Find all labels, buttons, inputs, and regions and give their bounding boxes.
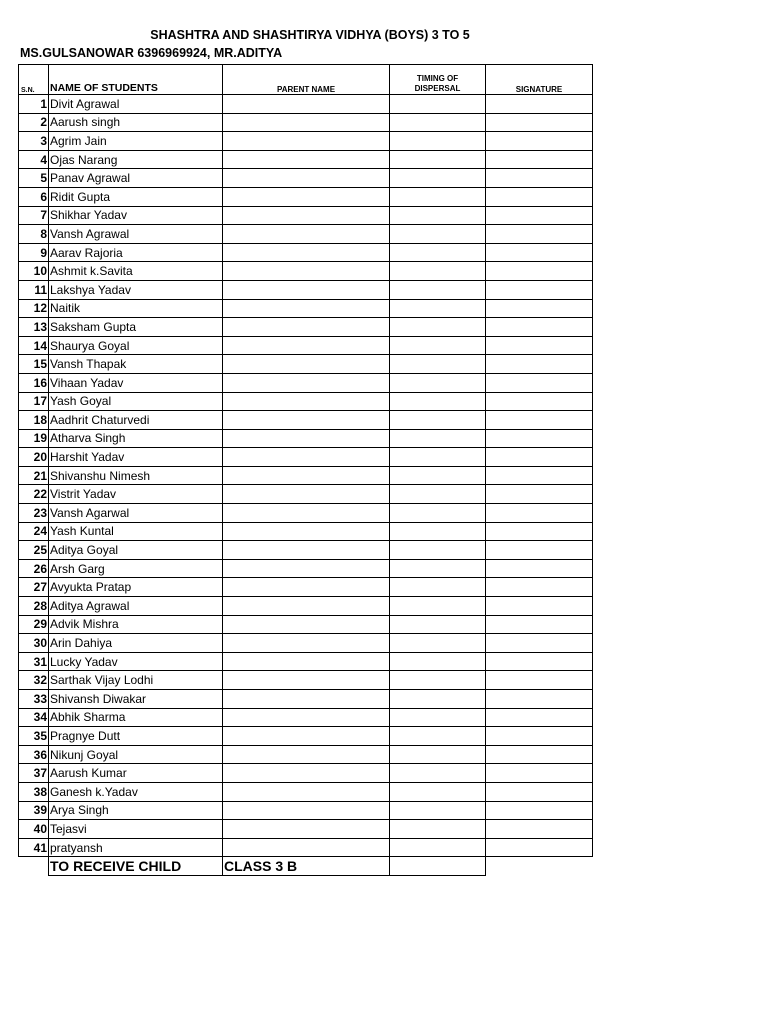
row-timing-cell	[390, 504, 486, 523]
row-parent-cell	[223, 95, 390, 114]
row-sn-cell: 30	[19, 634, 49, 653]
row-parent-cell	[223, 243, 390, 262]
row-timing-cell	[390, 559, 486, 578]
table-row	[19, 615, 593, 634]
row-sn-cell: 25	[19, 541, 49, 560]
row-sn-cell: 32	[19, 671, 49, 690]
row-name-cell: Ashmit k.Savita	[49, 262, 223, 281]
row-name-cell: Tejasvi	[49, 820, 223, 839]
table-row	[19, 597, 593, 616]
row-sn-cell: 28	[19, 597, 49, 616]
row-timing-cell	[390, 634, 486, 653]
row-name-cell: Sarthak Vijay Lodhi	[49, 671, 223, 690]
row-timing-cell	[390, 541, 486, 560]
table-row	[19, 634, 593, 653]
row-sn-cell: 11	[19, 280, 49, 299]
table-row	[19, 466, 593, 485]
row-signature-cell	[486, 411, 593, 430]
table-row	[19, 690, 593, 709]
row-timing-cell	[390, 132, 486, 151]
row-parent-cell	[223, 597, 390, 616]
row-signature-cell	[486, 485, 593, 504]
table-row	[19, 764, 593, 783]
table-row	[19, 392, 593, 411]
row-name-cell: Harshit Yadav	[49, 448, 223, 467]
row-name-cell: Arin Dahiya	[49, 634, 223, 653]
table-row	[19, 448, 593, 467]
row-parent-cell	[223, 206, 390, 225]
row-signature-cell	[486, 373, 593, 392]
row-name-cell: Lucky Yadav	[49, 652, 223, 671]
row-timing-cell	[390, 745, 486, 764]
table-row	[19, 578, 593, 597]
row-parent-cell	[223, 745, 390, 764]
row-parent-cell	[223, 299, 390, 318]
row-name-cell: Ganesh k.Yadav	[49, 782, 223, 801]
row-signature-cell	[486, 113, 593, 132]
table-row	[19, 485, 593, 504]
timing-line-2: DISPERSAL	[414, 84, 461, 93]
table-header-row	[19, 65, 593, 95]
row-timing-cell	[390, 801, 486, 820]
row-signature-cell	[486, 597, 593, 616]
row-timing-cell	[390, 838, 486, 857]
row-sn-cell: 19	[19, 429, 49, 448]
row-timing-cell	[390, 485, 486, 504]
document-title: SHASHTRA AND SHASHTIRYA VIDHYA (BOYS) 3 TO 5	[150, 28, 470, 42]
row-timing-cell	[390, 597, 486, 616]
row-name-cell: Agrim Jain	[49, 132, 223, 151]
table-row	[19, 95, 593, 114]
row-parent-cell	[223, 708, 390, 727]
row-parent-cell	[223, 522, 390, 541]
table-row	[19, 652, 593, 671]
row-timing-cell	[390, 727, 486, 746]
row-signature-cell	[486, 150, 593, 169]
row-parent-cell	[223, 392, 390, 411]
row-signature-cell	[486, 708, 593, 727]
row-name-cell: pratyansh	[49, 838, 223, 857]
column-header-parent: PARENT NAME	[223, 65, 390, 95]
row-signature-cell	[486, 132, 593, 151]
attendance-table	[18, 64, 593, 876]
footer-empty-cell	[19, 857, 49, 876]
row-name-cell: Saksham Gupta	[49, 318, 223, 337]
row-sn-cell: 15	[19, 355, 49, 374]
row-timing-cell	[390, 373, 486, 392]
row-parent-cell	[223, 225, 390, 244]
table-row	[19, 225, 593, 244]
row-timing-cell	[390, 392, 486, 411]
row-parent-cell	[223, 578, 390, 597]
table-footer-row	[19, 857, 593, 876]
table-row	[19, 373, 593, 392]
row-parent-cell	[223, 262, 390, 281]
column-header-timing	[390, 65, 486, 95]
row-parent-cell	[223, 727, 390, 746]
row-signature-cell	[486, 671, 593, 690]
row-parent-cell	[223, 373, 390, 392]
row-signature-cell	[486, 206, 593, 225]
row-signature-cell	[486, 504, 593, 523]
row-timing-cell	[390, 262, 486, 281]
row-parent-cell	[223, 671, 390, 690]
row-signature-cell	[486, 429, 593, 448]
row-name-cell: Shaurya Goyal	[49, 336, 223, 355]
row-parent-cell	[223, 559, 390, 578]
row-name-cell: Yash Goyal	[49, 392, 223, 411]
table-row	[19, 262, 593, 281]
table-body	[19, 95, 593, 857]
footer-receive-label: TO RECEIVE CHILD	[49, 857, 223, 876]
table-row	[19, 355, 593, 374]
table-row	[19, 113, 593, 132]
row-signature-cell	[486, 336, 593, 355]
row-parent-cell	[223, 690, 390, 709]
row-name-cell: Panav Agrawal	[49, 169, 223, 188]
row-signature-cell	[486, 634, 593, 653]
row-name-cell: Vansh Thapak	[49, 355, 223, 374]
row-signature-cell	[486, 820, 593, 839]
row-timing-cell	[390, 95, 486, 114]
row-sn-cell: 40	[19, 820, 49, 839]
row-sn-cell: 33	[19, 690, 49, 709]
row-sn-cell: 26	[19, 559, 49, 578]
row-parent-cell	[223, 318, 390, 337]
row-signature-cell	[486, 541, 593, 560]
row-sn-cell: 29	[19, 615, 49, 634]
footer-class-label: CLASS 3 B	[223, 857, 390, 876]
table-row	[19, 187, 593, 206]
row-parent-cell	[223, 820, 390, 839]
row-sn-cell: 13	[19, 318, 49, 337]
row-sn-cell: 20	[19, 448, 49, 467]
row-parent-cell	[223, 504, 390, 523]
table-row	[19, 299, 593, 318]
table-row	[19, 745, 593, 764]
row-parent-cell	[223, 652, 390, 671]
row-signature-cell	[486, 448, 593, 467]
row-signature-cell	[486, 262, 593, 281]
row-name-cell: Abhik Sharma	[49, 708, 223, 727]
row-signature-cell	[486, 299, 593, 318]
table-row	[19, 206, 593, 225]
column-header-sn: S.N.	[19, 65, 49, 95]
row-sn-cell: 34	[19, 708, 49, 727]
row-name-cell: Arsh Garg	[49, 559, 223, 578]
row-parent-cell	[223, 466, 390, 485]
row-signature-cell	[486, 652, 593, 671]
row-signature-cell	[486, 690, 593, 709]
row-sn-cell: 23	[19, 504, 49, 523]
row-name-cell: Vistrit Yadav	[49, 485, 223, 504]
row-timing-cell	[390, 243, 486, 262]
table-row	[19, 169, 593, 188]
row-signature-cell	[486, 392, 593, 411]
table-row	[19, 838, 593, 857]
table-row	[19, 150, 593, 169]
row-signature-cell	[486, 355, 593, 374]
row-parent-cell	[223, 336, 390, 355]
row-timing-cell	[390, 225, 486, 244]
table-row	[19, 820, 593, 839]
table-row	[19, 708, 593, 727]
table-row	[19, 504, 593, 523]
table-row	[19, 280, 593, 299]
row-timing-cell	[390, 764, 486, 783]
row-sn-cell: 3	[19, 132, 49, 151]
row-parent-cell	[223, 113, 390, 132]
row-name-cell: Shivansh Diwakar	[49, 690, 223, 709]
row-timing-cell	[390, 113, 486, 132]
row-timing-cell	[390, 671, 486, 690]
table-row	[19, 782, 593, 801]
row-sn-cell: 1	[19, 95, 49, 114]
table-row	[19, 336, 593, 355]
row-parent-cell	[223, 634, 390, 653]
table-row	[19, 559, 593, 578]
row-timing-cell	[390, 652, 486, 671]
row-signature-cell	[486, 578, 593, 597]
row-timing-cell	[390, 782, 486, 801]
row-timing-cell	[390, 820, 486, 839]
row-sn-cell: 37	[19, 764, 49, 783]
row-sn-cell: 10	[19, 262, 49, 281]
row-parent-cell	[223, 541, 390, 560]
row-sn-cell: 38	[19, 782, 49, 801]
row-name-cell: Yash Kuntal	[49, 522, 223, 541]
row-parent-cell	[223, 764, 390, 783]
row-signature-cell	[486, 522, 593, 541]
row-timing-cell	[390, 318, 486, 337]
row-timing-cell	[390, 411, 486, 430]
row-sn-cell: 31	[19, 652, 49, 671]
row-name-cell: Aarush singh	[49, 113, 223, 132]
row-signature-cell	[486, 745, 593, 764]
row-timing-cell	[390, 150, 486, 169]
row-name-cell: Naitik	[49, 299, 223, 318]
row-signature-cell	[486, 838, 593, 857]
row-parent-cell	[223, 150, 390, 169]
row-name-cell: Aditya Goyal	[49, 541, 223, 560]
timing-line-1: TIMING OF	[416, 74, 459, 83]
row-sn-cell: 18	[19, 411, 49, 430]
row-name-cell: Vihaan Yadav	[49, 373, 223, 392]
row-sn-cell: 39	[19, 801, 49, 820]
row-sn-cell: 41	[19, 838, 49, 857]
row-parent-cell	[223, 615, 390, 634]
row-timing-cell	[390, 522, 486, 541]
row-sn-cell: 21	[19, 466, 49, 485]
table-row	[19, 522, 593, 541]
row-sn-cell: 16	[19, 373, 49, 392]
row-name-cell: Avyukta Pratap	[49, 578, 223, 597]
row-signature-cell	[486, 243, 593, 262]
row-name-cell: Ojas Narang	[49, 150, 223, 169]
row-sn-cell: 6	[19, 187, 49, 206]
row-signature-cell	[486, 764, 593, 783]
row-timing-cell	[390, 206, 486, 225]
row-name-cell: Shivanshu Nimesh	[49, 466, 223, 485]
row-timing-cell	[390, 169, 486, 188]
row-name-cell: Aditya Agrawal	[49, 597, 223, 616]
row-sn-cell: 5	[19, 169, 49, 188]
row-signature-cell	[486, 466, 593, 485]
row-parent-cell	[223, 132, 390, 151]
table-row	[19, 429, 593, 448]
row-name-cell: Advik Mishra	[49, 615, 223, 634]
row-signature-cell	[486, 280, 593, 299]
row-parent-cell	[223, 411, 390, 430]
row-name-cell: Lakshya Yadav	[49, 280, 223, 299]
row-name-cell: Shikhar Yadav	[49, 206, 223, 225]
row-parent-cell	[223, 801, 390, 820]
row-timing-cell	[390, 299, 486, 318]
row-sn-cell: 17	[19, 392, 49, 411]
table-row	[19, 318, 593, 337]
row-parent-cell	[223, 485, 390, 504]
row-sn-cell: 8	[19, 225, 49, 244]
row-timing-cell	[390, 466, 486, 485]
row-sn-cell: 14	[19, 336, 49, 355]
row-parent-cell	[223, 838, 390, 857]
row-parent-cell	[223, 448, 390, 467]
row-sn-cell: 9	[19, 243, 49, 262]
row-signature-cell	[486, 782, 593, 801]
row-timing-cell	[390, 187, 486, 206]
row-parent-cell	[223, 280, 390, 299]
row-signature-cell	[486, 318, 593, 337]
row-name-cell: Vansh Agarwal	[49, 504, 223, 523]
row-sn-cell: 4	[19, 150, 49, 169]
row-parent-cell	[223, 169, 390, 188]
row-name-cell: Vansh Agrawal	[49, 225, 223, 244]
row-timing-cell	[390, 336, 486, 355]
column-header-signature: SIGNATURE	[486, 65, 593, 95]
row-name-cell: Aadhrit Chaturvedi	[49, 411, 223, 430]
row-sn-cell: 7	[19, 206, 49, 225]
table-row	[19, 727, 593, 746]
table-row	[19, 411, 593, 430]
document-subtitle: MS.GULSANOWAR 6396969924, MR.ADITYA	[20, 46, 283, 60]
row-name-cell: Aarav Rajoria	[49, 243, 223, 262]
row-sn-cell: 27	[19, 578, 49, 597]
column-header-name: NAME OF STUDENTS	[49, 65, 223, 95]
row-signature-cell	[486, 559, 593, 578]
footer-blank-cell	[390, 857, 486, 876]
row-timing-cell	[390, 708, 486, 727]
row-sn-cell: 36	[19, 745, 49, 764]
row-name-cell: Divit Agrawal	[49, 95, 223, 114]
row-sn-cell: 22	[19, 485, 49, 504]
row-signature-cell	[486, 727, 593, 746]
row-parent-cell	[223, 429, 390, 448]
row-parent-cell	[223, 355, 390, 374]
row-name-cell: Atharva Singh	[49, 429, 223, 448]
row-signature-cell	[486, 615, 593, 634]
row-timing-cell	[390, 690, 486, 709]
row-timing-cell	[390, 615, 486, 634]
row-sn-cell: 24	[19, 522, 49, 541]
row-parent-cell	[223, 782, 390, 801]
row-timing-cell	[390, 280, 486, 299]
row-name-cell: Ridit Gupta	[49, 187, 223, 206]
row-name-cell: Pragnye Dutt	[49, 727, 223, 746]
row-signature-cell	[486, 187, 593, 206]
row-timing-cell	[390, 448, 486, 467]
row-signature-cell	[486, 225, 593, 244]
row-name-cell: Nikunj Goyal	[49, 745, 223, 764]
row-timing-cell	[390, 429, 486, 448]
row-signature-cell	[486, 169, 593, 188]
table-row	[19, 671, 593, 690]
row-parent-cell	[223, 187, 390, 206]
row-timing-cell	[390, 355, 486, 374]
row-sn-cell: 12	[19, 299, 49, 318]
table-row	[19, 132, 593, 151]
row-timing-cell	[390, 578, 486, 597]
row-signature-cell	[486, 95, 593, 114]
table-row	[19, 541, 593, 560]
row-sn-cell: 35	[19, 727, 49, 746]
row-sn-cell: 2	[19, 113, 49, 132]
row-name-cell: Arya Singh	[49, 801, 223, 820]
footer-empty-cell-right	[486, 857, 593, 876]
row-signature-cell	[486, 801, 593, 820]
row-name-cell: Aarush Kumar	[49, 764, 223, 783]
table-row	[19, 801, 593, 820]
table-row	[19, 243, 593, 262]
